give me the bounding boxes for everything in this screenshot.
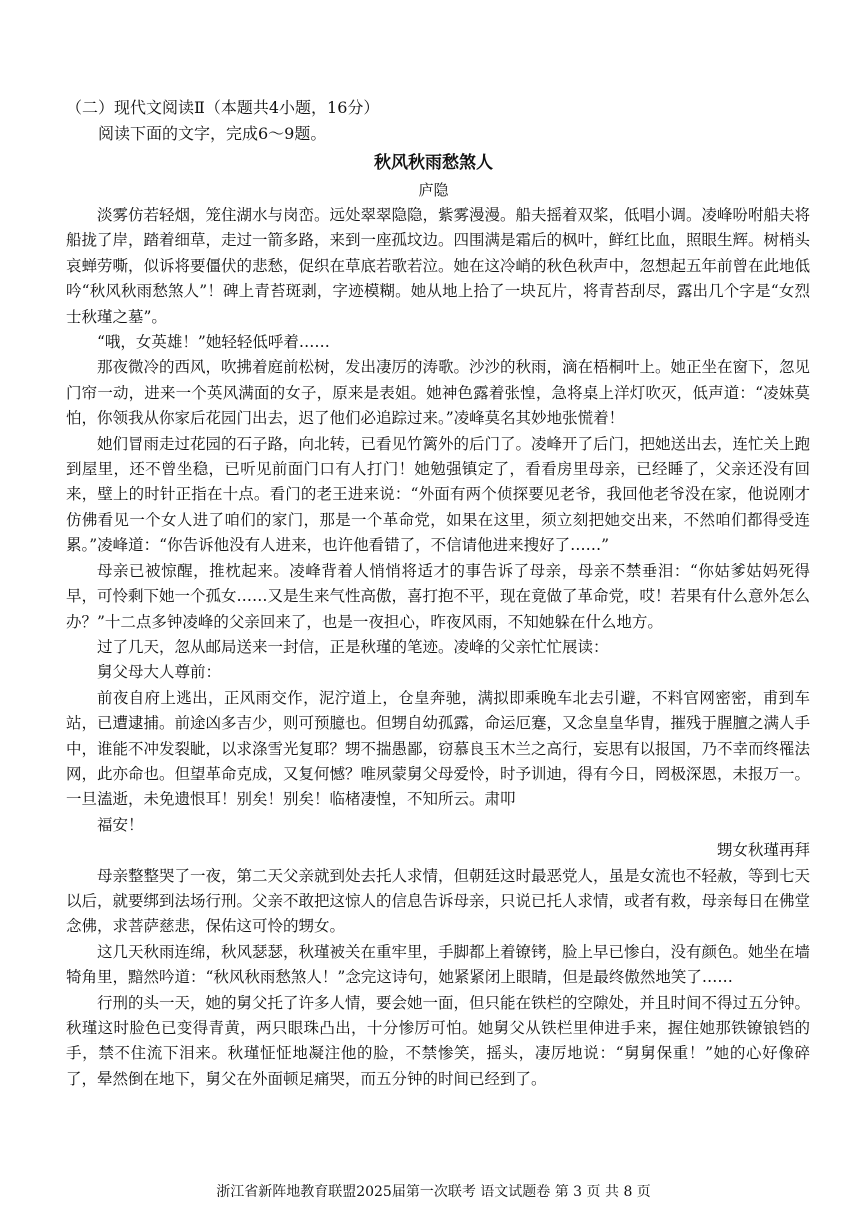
paragraph: 那夜微冷的西风，吹拂着庭前松树，发出凄厉的涛歌。沙沙的秋雨，滴在梧桐叶上。她正坐在窗下，忽见门帘一动，进来一个英风满面的女子，原来是表姐。她神色露着张惶，急将桌上洋灯吹灭，低声道：“凌妹莫怕，你领我从你家后花园门出去，迟了他们必追踪过来。”凌峰莫名其妙地张慌着！ — [66, 358, 811, 428]
article-author: 庐隐 — [418, 181, 449, 199]
section-heading: （二）现代文阅读Ⅱ（本题共4小题，16分） — [66, 98, 380, 117]
article-body — [66, 203, 810, 1092]
paragraph: 她们冒雨走过花园的石子路，向北转，已看见竹篱外的后门了。凌峰开了后门，把她送出去，连忙关上跑到屋里，还不曾坐稳，已听见前面门口有人打门！她勉强镇定了，看看房里母亲，已经睡了，父亲还没有回来，壁上的时针正指在十点。看门的老王进来说：“外面有两个侦探要见老爷，我回他老爷没在家，他说刚才仿佛看见一个女人进了咱们的家门，那是一个革命党，如果在这里，须立刻把她交出来，不然咱们都得受连累。”凌峰道：“你告诉他没有人进来，也许他看错了，不信请他进来搜好了……” — [66, 434, 811, 555]
paragraph: 过了几天，忽从邮局送来一封信，正是秋瑾的笔迹。凌峰的父亲忙忙展读： — [97, 637, 609, 656]
letter-salutation: 舅父母大人尊前： — [97, 663, 222, 682]
paragraph: “哦，女英雄！”她轻轻低呼着…… — [97, 333, 330, 352]
article-title: 秋风秋雨愁煞人 — [374, 153, 493, 173]
paragraph: 这几天秋雨连绵，秋风瑟瑟，秋瑾被关在重牢里，手脚都上着镣铐，脸上早已惨白，没有颜色。她坐在墙犄角里，黯然吟道：“秋风秋雨愁煞人！”念完这诗句，她紧紧闭上眼睛，但是最终傲然地笑了…… — [66, 942, 811, 987]
paragraph: 淡雾仿若轻烟，笼住湖水与岗峦。远处翠翠隐隐，紫雾漫漫。船夫摇着双桨，低唱小调。凌峰吩咐船夫将船拢了岸，踏着细草，走过一箭多路，来到一座孤坟边。四围满是霜后的枫叶，鲜红比血，照眼生辉。树梢头哀蝉劳嘶，似诉将要僵伏的悲愁，促织在草底若歌若泣。她在这冷峭的秋色秋声中，忽想起五年前曾在此地低吟“秋风秋雨愁煞人”！碑上青苔斑剥，字迹模糊。她从地上拾了一块瓦片，将青苔刮尽，露出几个字是“女烈士秋瑾之墓”。 — [66, 206, 811, 326]
letter-closing: 福安！ — [97, 815, 144, 834]
page-footer: 浙江省新阵地教育联盟2025届第一次联考 语文试题卷 第 3 页 共 8 页 — [216, 1184, 651, 1200]
reading-instruction: 阅读下面的文字，完成6～9题。 — [98, 124, 327, 143]
letter-body: 前夜自府上逃出，正风雨交作，泥泞道上，仓皇奔驰，满拟即乘晚车北去引避，不料官网密密，甫到车站，已遭逮捕。前途凶多吉少，则可预臆也。但甥自幼孤露，命运厄蹇，又念皇皇华胄，摧残于腥膻之满人手中，谁能不冲发裂眦，以求涤雪光复耶？甥不揣愚鄙，窃慕良玉木兰之高行，妄思有以报国，乃不幸而终罹法网，此亦命也。但望革命克成，又复何憾？唯夙蒙舅父母爱怜，时予训迪，得有今日，罔极深恩，未报万一。一旦溘逝，未免遗恨耳！别矣！别矣！临楮凄惶，不知所云。肃叩 — [66, 688, 811, 809]
letter-signature: 甥女秋瑾再拜 — [716, 841, 810, 860]
paragraph: 行刑的头一天，她的舅父托了许多人情，要会她一面，但只能在铁栏的空隙处，并且时间不得过五分钟。秋瑾这时脸色已变得青黄，两只眼珠凸出，十分惨厉可怕。她舅父从铁栏里伸进手来，握住她那铁镣锒铛的手，禁不住流下泪来。秋瑾怔怔地凝注他的脸，不禁惨笑，摇头，凄厉地说：“舅舅保重！”她的心好像碎了，晕然倒在地下，舅父在外面顿足痛哭，而五分钟的时间已经到了。 — [66, 993, 811, 1088]
paragraph: 母亲整整哭了一夜，第二天父亲就到处去托人求情，但朝廷这时最恶党人，虽是女流也不轻赦，等到七天以后，就要绑到法场行刑。父亲不敢把这惊人的信息告诉母亲，只说已托人求情，或者有救，母亲每日在佛堂念佛，求菩萨慈悲，保佑这可怜的甥女。 — [66, 866, 811, 936]
paragraph: 母亲已被惊醒，推枕起来。凌峰背着人悄悄将适才的事告诉了母亲，母亲不禁垂泪：“你姑爹姑妈死得早，可怜剩下她一个孤女……又是生来气性高傲，喜打抱不平，现在竟做了革命党，哎！若果有什么意外怎么办？”十二点多钟凌峰的父亲回来了，也是一夜担心，昨夜风雨，不知她躲在什么地方。 — [66, 561, 811, 631]
